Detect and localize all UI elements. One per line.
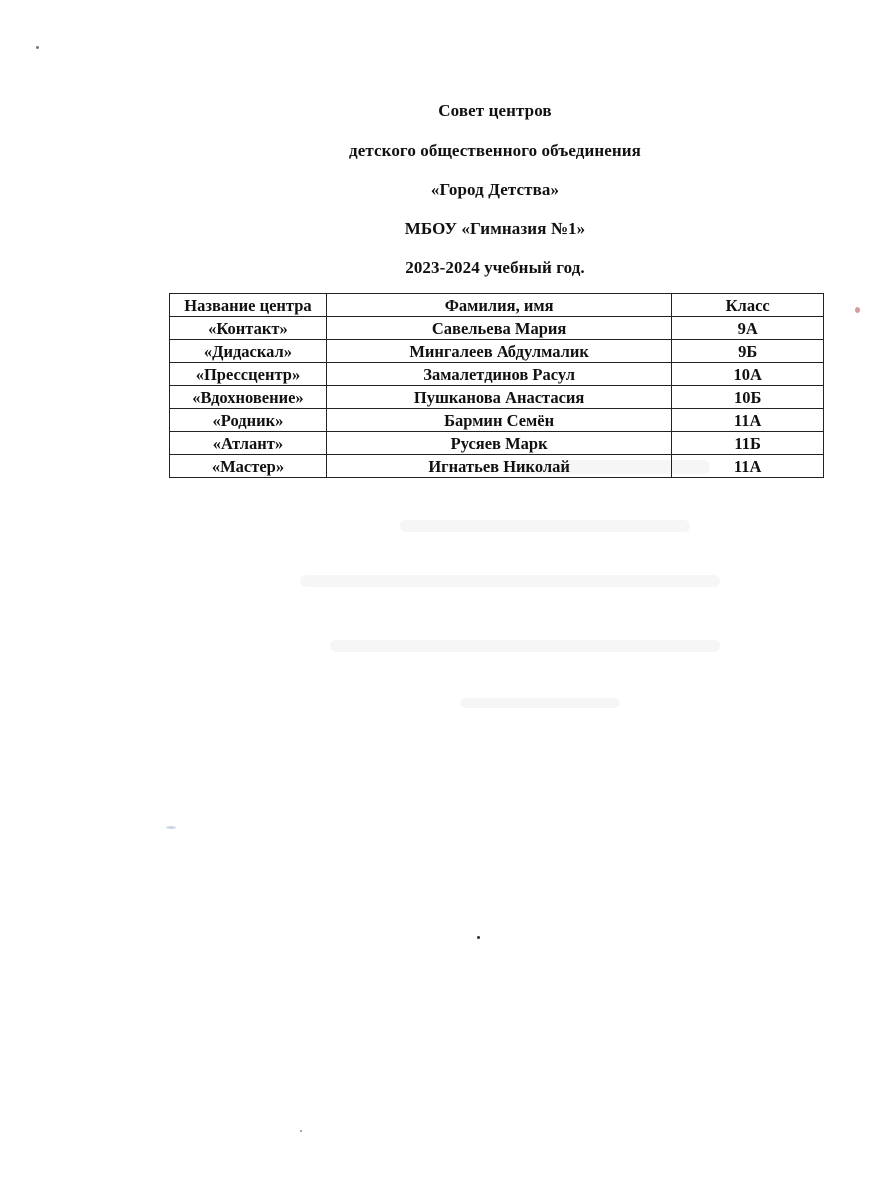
table-row (170, 340, 824, 363)
table-row (170, 455, 824, 478)
cell-center: «Контакт» (170, 317, 327, 340)
show-through-mark (520, 460, 710, 474)
show-through-mark (460, 698, 620, 708)
cell-center: «Прессцентр» (170, 363, 327, 386)
cell-name: Замалетдинов Расул (326, 363, 671, 386)
cell-name: Русяев Марк (326, 432, 671, 455)
show-through-mark (330, 640, 720, 652)
cell-grade: 11А (672, 409, 824, 432)
column-header-grade: Класс (672, 294, 824, 317)
scan-speck (855, 307, 860, 313)
cell-name: Мингалеев Абдулмалик (326, 340, 671, 363)
cell-center: «Дидаскал» (170, 340, 327, 363)
scan-speck (477, 936, 480, 939)
scan-speck (300, 1130, 302, 1132)
cell-grade: 9Б (672, 340, 824, 363)
cell-grade: 10Б (672, 386, 824, 409)
cell-name: Савельева Мария (326, 317, 671, 340)
table-row (170, 317, 824, 340)
cell-grade: 11Б (672, 432, 824, 455)
title-line-3: «Город Детства» (430, 180, 560, 199)
title-line-2: детского общественного объединения (349, 141, 641, 160)
cell-name: Игнатьев Николай (326, 455, 671, 478)
table-row (170, 363, 824, 386)
title-line-5: 2023-2024 учебный год. (405, 258, 585, 277)
cell-name: Пушканова Анастасия (326, 386, 671, 409)
show-through-mark (300, 575, 720, 587)
cell-grade: 11А (672, 455, 824, 478)
table-row (170, 409, 824, 432)
title-line-4: МБОУ «Гимназия №1» (404, 219, 586, 238)
column-header-name: Фамилия, имя (326, 294, 671, 317)
title-line-1: Совет центров (438, 101, 552, 120)
cell-grade: 9А (672, 317, 824, 340)
table-row (170, 386, 824, 409)
scan-speck (36, 46, 39, 49)
column-header-center: Название центра (170, 294, 327, 317)
centers-table (169, 293, 824, 478)
cell-name: Бармин Семён (326, 409, 671, 432)
show-through-mark (400, 520, 690, 532)
cell-center: «Атлант» (170, 432, 327, 455)
table-row (170, 432, 824, 455)
cell-center: «Вдохновение» (170, 386, 327, 409)
table-header-row (170, 294, 824, 317)
scan-speck (166, 826, 176, 829)
cell-grade: 10А (672, 363, 824, 386)
cell-center: «Родник» (170, 409, 327, 432)
cell-center: «Мастер» (170, 455, 327, 478)
